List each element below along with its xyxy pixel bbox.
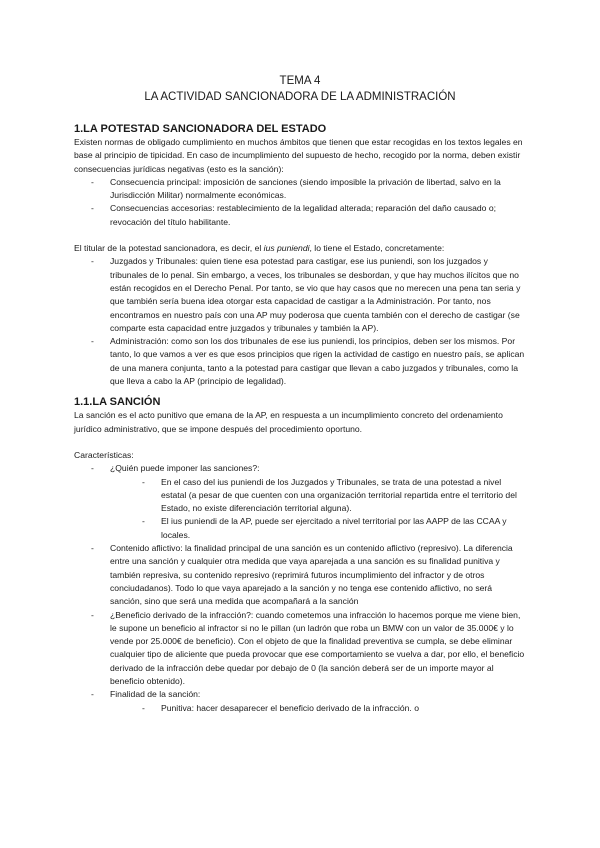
list-item: - Juzgados y Tribunales: quien tiene esa potestad para castigar, ese ius puniendi, son los juzgados y tribunales de lo penal. Sin embargo, a veces, los tribunales se desbordan, y que hay muchos ilícitos que no están recogidos en el Derecho Penal. Por tanto, se vio que hay casos que no merecen una pena tan seria y que también sería buena idea otorgar esta capacidad de castigar a la Administración. Por tanto, nos encontramos en nuestro país con una AP muy poderosa que cuenta también con el derecho de castigar (se comparte esta capacidad entre juzgados y tribunales y también la AP). — [89, 255, 526, 335]
list-item — [89, 462, 526, 542]
list-item: - Consecuencia principal: imposición de sanciones (siendo imposible la privación de libertad, salvo en la Jurisdicción Militar) normalmente económicas. — [89, 176, 526, 203]
holder-paragraph — [74, 242, 526, 255]
features-label: Características: — [74, 449, 134, 460]
who-sublist — [110, 476, 526, 542]
list-item: - Administración: como son los dos tribunales de ese ius puniendi, los principios, deben ser los mismos. Por tanto, lo que vamos a ver es que esos principios que rigen la actividad de castigo en nuestro país, se aplican de una manera conjunta, tanto a la potestad para castigar que llevan a cabo juzgados y tribunales, como la que lleva a cabo la AP (principio de legalidad). — [89, 335, 526, 388]
features-list — [74, 462, 526, 715]
chapter-title: LA ACTIVIDAD SANCIONADORA DE LA ADMINISTRACIÓN — [144, 91, 456, 103]
holders-list — [74, 255, 526, 388]
list-item: - ¿Beneficio derivado de la infracción?: cuando cometemos una infracción lo hacemos porque me viene bien, le supone un beneficio al infractor si no le pillan (un ladrón que roba un BMW con un valor de 35.000€ y lo vende por 25.000€ de beneficio). Con el objeto de que la finalidad preventiva se cumpla, se debe eliminar cualquier tipo de aliciente que pueda provocar que ese comportamiento se vuelva a dar, por ello, el beneficio derivado de la infracción debe quedar por debajo de 0 (la sanción deberá ser de un importe mayor al beneficio obtenido). — [89, 609, 526, 689]
purpose-label: Finalidad de la sanción: — [110, 689, 201, 700]
purpose-sublist — [110, 702, 526, 715]
question-who: ¿Quién puede imponer las sanciones?: — [110, 463, 260, 474]
spacer — [74, 436, 526, 449]
chapter-number: TEMA 4 — [279, 75, 321, 87]
list-item: - El ius puniendi de la AP, puede ser ejercitado a nivel territorial por las AAPP de las CCAA y locales. — [140, 515, 526, 542]
spacer — [74, 229, 526, 242]
list-item: - Consecuencias accesorias: restablecimiento de la legalidad alterada; reparación del daño causado o; revocación del título habilitante. — [89, 202, 526, 229]
holder-post: , lo tiene el Estado, concretamente: — [309, 243, 445, 254]
section-1-intro: Existen normas de obligado cumplimiento en muchos ámbitos que tienen que estar recogidas en los textos legales en base al principio de tipicidad. En caso de incumplimiento del supuesto de hecho, recogido por la norma, deben existir consecuencias jurídicas negativas (esto es la sanción): — [74, 137, 523, 174]
list-item: - En el caso del ius puniendi de los Juzgados y Tribunales, se trata de una potestad a nivel estatal (a pesar de que cuenten con una organización territorial repartida entre el territorio del Estado, no existe diferenciación territorial alguna). — [140, 476, 526, 516]
section-1-heading: 1.LA POTESTAD SANCIONADORA DEL ESTADO — [74, 123, 327, 135]
holder-italic: ius puniendi — [263, 243, 310, 254]
list-item: - Punitiva: hacer desaparecer el beneficio derivado de la infracción. o — [140, 702, 526, 715]
holder-pre: El titular de la potestad sancionadora, es decir, el — [74, 243, 264, 254]
consequences-list — [74, 176, 526, 229]
document-page — [74, 74, 526, 715]
list-item — [89, 688, 526, 715]
section-1-1-heading: 1.1.LA SANCIÓN — [74, 396, 161, 409]
section-1-1-intro: La sanción es el acto punitivo que emana de la AP, en respuesta a un incumplimiento concreto del ordenamiento jurídico administrativo, que se impone después del procedimiento oportuno. — [74, 410, 503, 434]
list-item: - Contenido aflictivo: la finalidad principal de una sanción es un contenido aflictivo (represivo). La diferencia entre una sanción y cualquier otra medida que vaya aparejada a una sanción es su finalidad punitiva y también represiva, su contenido represivo (reprimirá futuros incumplimiento del infractor y de otros conciudadanos). Todo lo que vaya aparejado a la sanción y no tenga ese contenido aflictivo, no será sanción, sino que será una medida que acompañará a la sanción — [89, 542, 526, 608]
